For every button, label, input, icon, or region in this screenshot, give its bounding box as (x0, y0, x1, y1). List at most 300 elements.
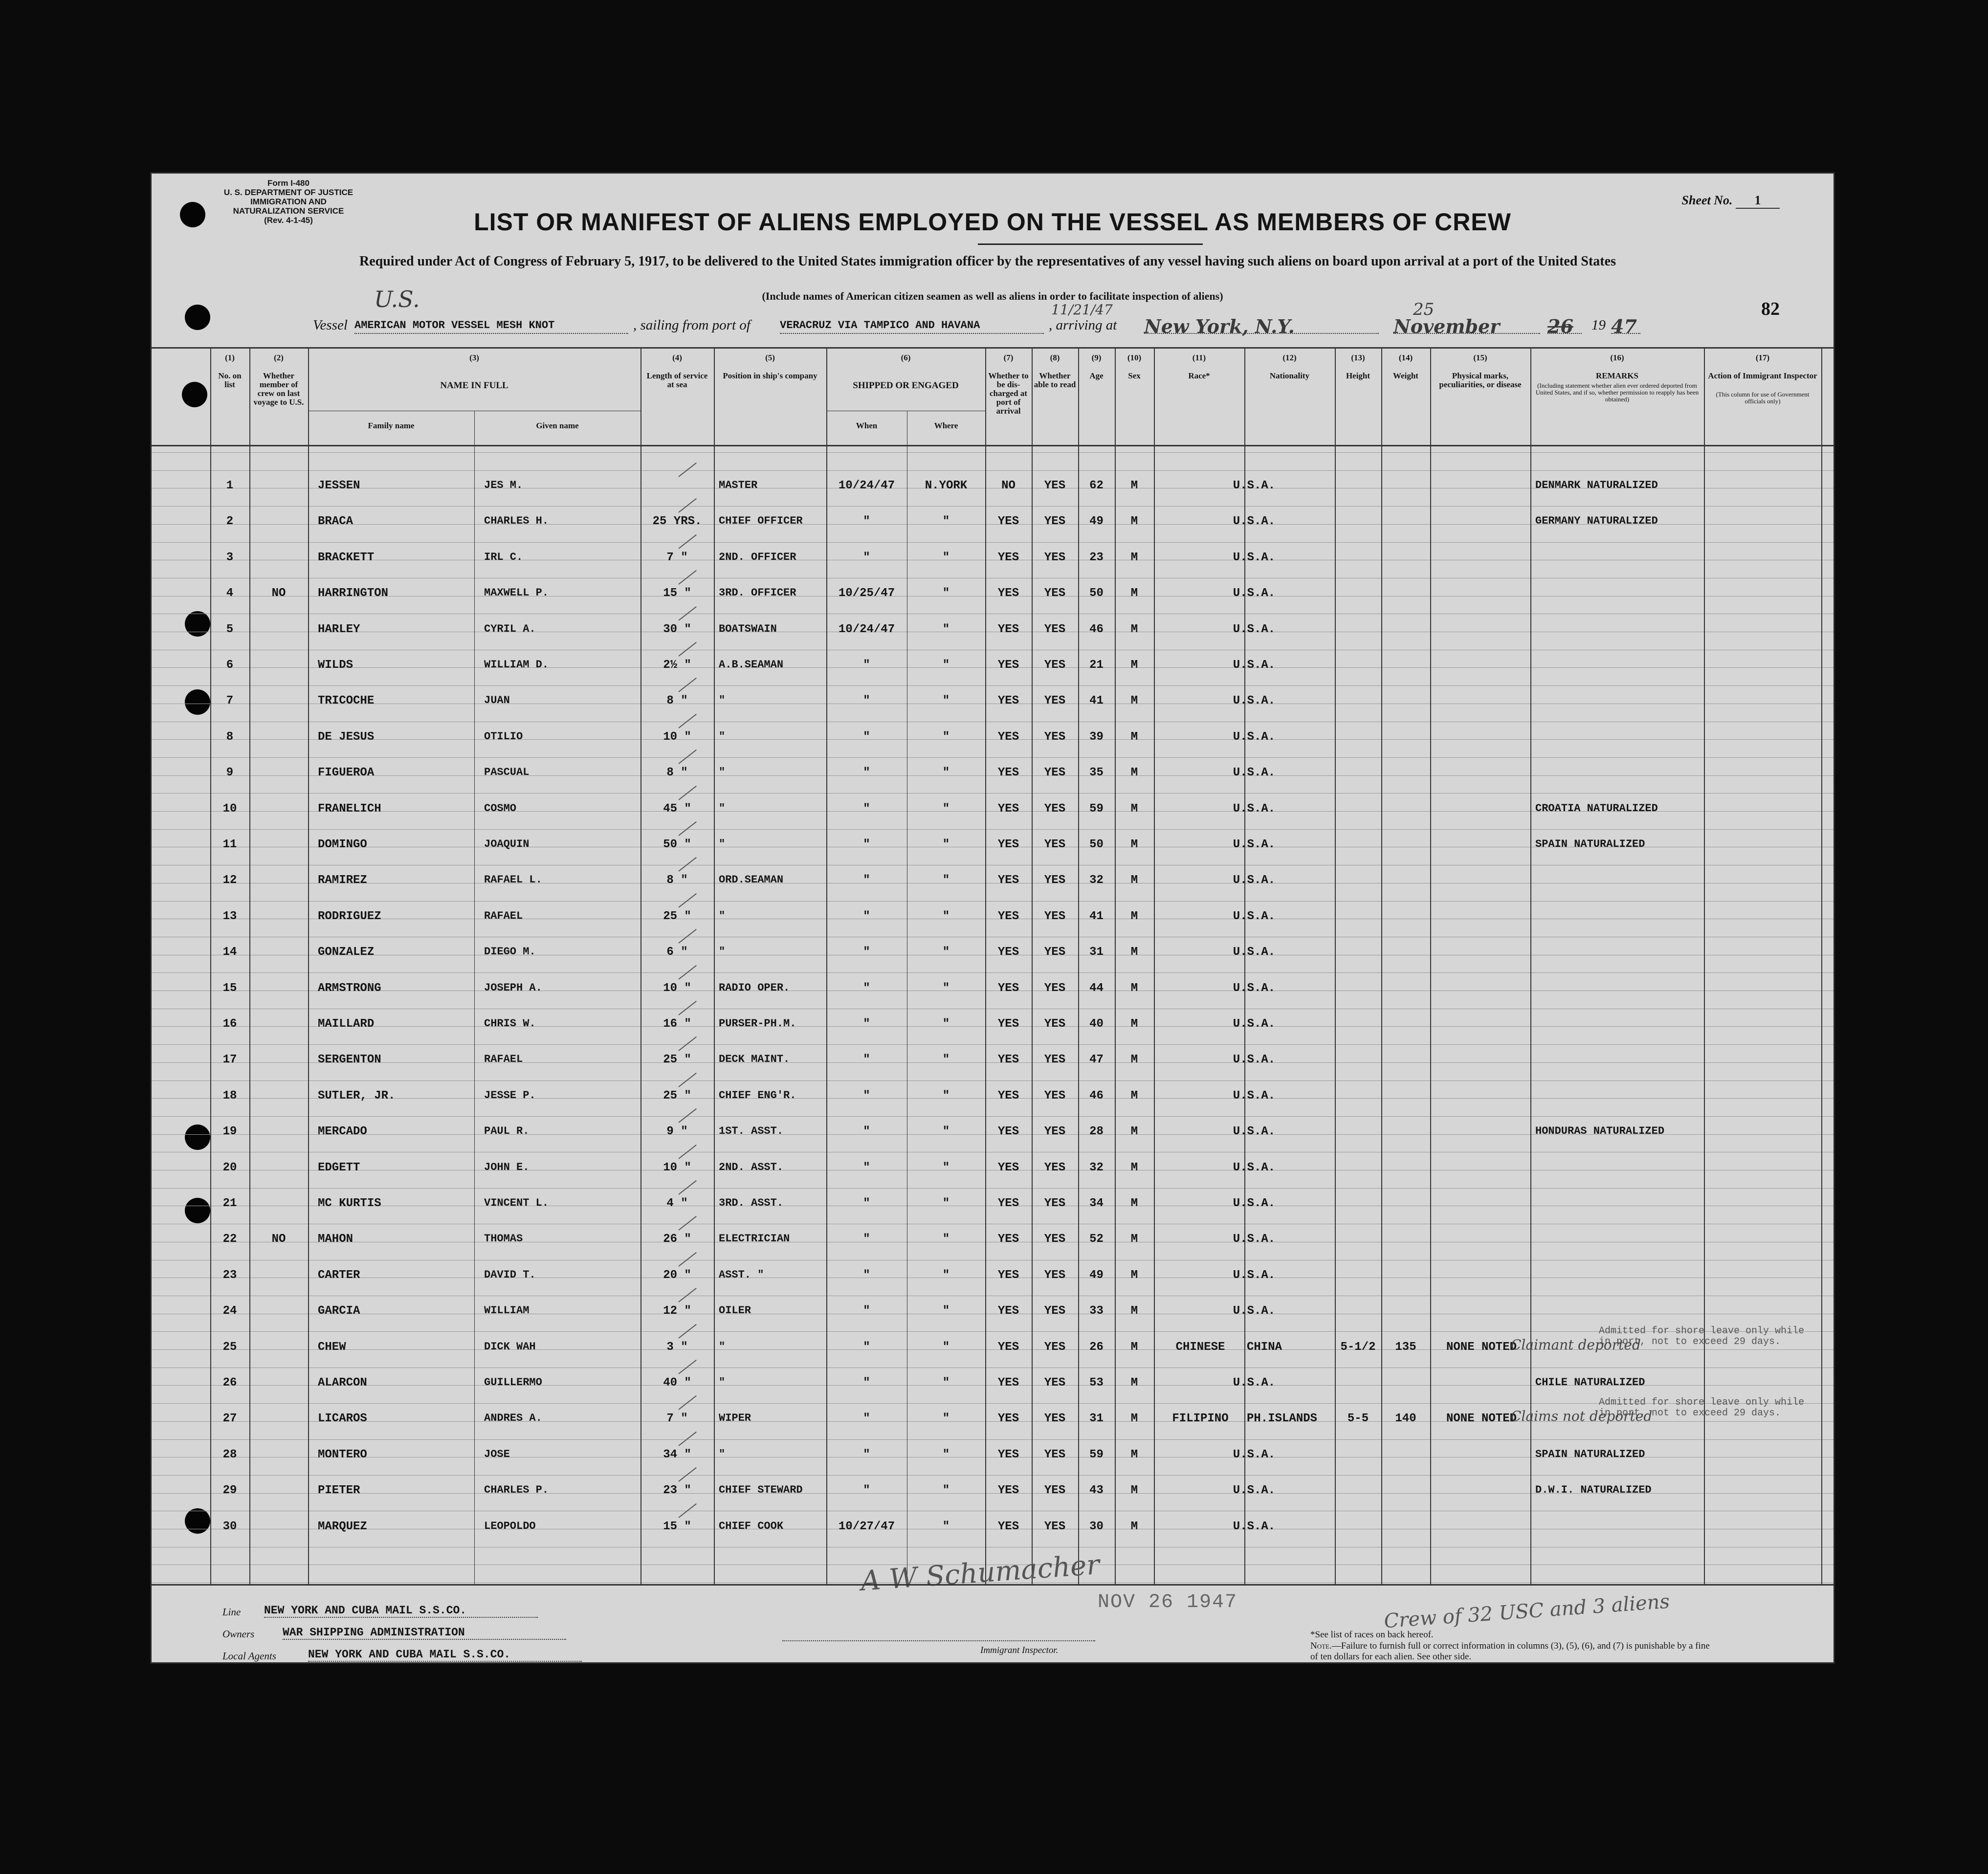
cell-no: 17 (222, 1053, 237, 1067)
cell-nationality: U.S.A. (1233, 766, 1276, 780)
cell-discharged: YES (997, 1484, 1019, 1498)
cell-position: RADIO OPER. (719, 981, 790, 994)
column-header: Whether member of crew on last voyage to U.S. (253, 371, 304, 407)
cell-discharged: YES (997, 1340, 1019, 1354)
column-header: Race* (1188, 371, 1210, 380)
cell-when: 10/24/47 (838, 622, 895, 636)
column-subheader: Where (934, 421, 958, 430)
cell-sex: M (1130, 730, 1138, 744)
arrival-day: 26 (1547, 315, 1582, 334)
cell-no: 6 (226, 659, 234, 672)
cell-given: PASCUAL (484, 766, 530, 779)
agents-label: Local Agents (222, 1650, 276, 1662)
column-divider (1381, 347, 1382, 1584)
cell-no: 9 (226, 766, 234, 780)
cell-age: 40 (1089, 1017, 1104, 1031)
cell-service: 34 " (663, 1448, 691, 1461)
cell-given: DIEGO M. (484, 946, 536, 958)
cell-sex: M (1130, 622, 1138, 636)
cell-read: YES (1044, 1125, 1066, 1139)
cell-age: 34 (1089, 1197, 1104, 1210)
cell-age: 50 (1089, 587, 1104, 600)
cell-service: 7 " (666, 1412, 688, 1426)
cell-where: " (942, 1268, 950, 1282)
column-header: Length of service at sea (646, 371, 708, 389)
cell-service: 9 " (666, 1125, 688, 1139)
arriving-label: , arriving at (1049, 317, 1117, 333)
cell-height: 5-5 (1347, 1412, 1369, 1426)
cell-where: " (942, 730, 950, 744)
arrival-year: 47 (1611, 315, 1640, 334)
cell-service: 26 " (663, 1233, 691, 1246)
cell-sex: M (1130, 1304, 1138, 1318)
cell-family: MONTERO (318, 1448, 367, 1461)
inspector-label: Immigrant Inspector. (980, 1645, 1059, 1655)
cell-where: " (942, 766, 950, 780)
cell-where: " (942, 1089, 950, 1102)
cell-age: 41 (1089, 909, 1104, 923)
sailing-label: , sailing from port of (633, 317, 751, 333)
cell-age: 46 (1089, 1089, 1104, 1102)
cell-nationality: U.S.A. (1233, 479, 1276, 492)
cell-nationality: U.S.A. (1233, 1268, 1276, 1282)
cell-age: 35 (1089, 766, 1104, 780)
cell-remarks: SPAIN NATURALIZED (1535, 838, 1645, 850)
cell-discharged: YES (997, 1089, 1019, 1102)
column-header: Age (1089, 371, 1104, 380)
cell-nationality: U.S.A. (1233, 1233, 1276, 1246)
cell-given: OTILIO (484, 730, 523, 743)
cell-given: ANDRES A. (484, 1412, 542, 1425)
cell-where: " (942, 1376, 950, 1389)
cell-nationality: U.S.A. (1233, 1017, 1276, 1031)
cell-read: YES (1044, 1304, 1066, 1318)
ruled-line (152, 1403, 1833, 1404)
cell-position: " (719, 838, 726, 850)
cell-given: GUILLERMO (484, 1376, 542, 1389)
cell-where: " (942, 1233, 950, 1246)
cell-discharged: YES (997, 587, 1019, 600)
cell-sex: M (1130, 1233, 1138, 1246)
cell-discharged: YES (997, 874, 1019, 887)
crew-count-note: Crew of 32 USC and 3 aliens (1383, 1590, 1671, 1633)
cell-service: 40 " (663, 1376, 691, 1389)
column-header: Weight (1393, 371, 1418, 380)
cell-given: JOSE (484, 1448, 510, 1460)
column-number: (2) (274, 353, 284, 362)
cell-service: 50 " (663, 838, 691, 851)
cell-family: MAHON (318, 1233, 353, 1246)
form-department: U. S. DEPARTMENT OF JUSTICE (223, 188, 353, 197)
cell-service: 15 " (663, 587, 691, 600)
form-revision: (Rev. 4-1-45) (264, 216, 313, 225)
cell-age: 59 (1089, 1448, 1104, 1461)
cell-service: 4 " (666, 1197, 688, 1210)
cell-where: " (942, 946, 950, 959)
cell-read: YES (1044, 1268, 1066, 1282)
cell-age: 21 (1089, 659, 1104, 672)
column-divider (985, 347, 986, 1584)
cell-nationality: U.S.A. (1233, 1448, 1276, 1461)
cell-position: " (719, 766, 726, 779)
cell-age: 62 (1089, 479, 1104, 492)
agents-value: NEW YORK AND CUBA MAIL S.S.CO. (308, 1648, 582, 1662)
column-header: Whether able to read (1034, 371, 1076, 389)
cell-family: EDGETT (318, 1161, 360, 1174)
cell-discharged: YES (997, 1412, 1019, 1426)
cell-family: HARLEY (318, 622, 360, 636)
signature: A W Schumacher (860, 1549, 1101, 1597)
cell-position: PURSER-PH.M. (719, 1017, 796, 1030)
cell-given: MAXWELL P. (484, 587, 549, 599)
cell-sex: M (1130, 946, 1138, 959)
cell-read: YES (1044, 1233, 1066, 1246)
cell-sex: M (1130, 1448, 1138, 1461)
column-divider (1335, 347, 1336, 1584)
column-subheader: When (856, 421, 878, 430)
cell-nationality: U.S.A. (1233, 1125, 1276, 1139)
cell-read: YES (1044, 1053, 1066, 1067)
cell-sex: M (1130, 1197, 1138, 1210)
cell-remarks: GERMANY NATURALIZED (1535, 515, 1658, 528)
column-header: REMARKS (1596, 371, 1638, 380)
cell-sex: M (1130, 659, 1138, 672)
inspector-handwritten-note: Claimant deported (1511, 1336, 1641, 1353)
cell-no: 5 (226, 622, 234, 636)
cell-sex: M (1130, 874, 1138, 887)
cell-sex: M (1130, 981, 1138, 995)
cell-read: YES (1044, 1412, 1066, 1426)
cell-family: CHEW (318, 1340, 346, 1354)
cell-when: " (863, 946, 870, 959)
cell-where: " (942, 1520, 950, 1533)
cell-given: PAUL R. (484, 1125, 530, 1138)
cell-read: YES (1044, 874, 1066, 887)
cell-discharged: YES (997, 1233, 1019, 1246)
column-number: (12) (1282, 353, 1297, 362)
vessel-name: AMERICAN MOTOR VESSEL MESH KNOT (354, 315, 628, 334)
cell-service: 10 " (663, 1161, 691, 1174)
form-number: Form I-480 (267, 178, 309, 188)
cell-no: 10 (222, 802, 237, 816)
cell-age: 44 (1089, 981, 1104, 995)
column-subheader: Given name (536, 421, 579, 430)
cell-family: ARMSTRONG (318, 981, 381, 995)
cell-where: " (942, 659, 950, 672)
cell-no: 22 (222, 1233, 237, 1246)
table-header (152, 347, 1833, 445)
cell-read: YES (1044, 659, 1066, 672)
cell-position: BOATSWAIN (719, 622, 777, 635)
cell-sex: M (1130, 1484, 1138, 1498)
cell-when: " (863, 1304, 870, 1318)
cell-age: 30 (1089, 1520, 1104, 1533)
cell-sex: M (1130, 587, 1138, 600)
cell-given: WILLIAM D. (484, 659, 549, 671)
cell-where: " (942, 1448, 950, 1461)
cell-position: " (719, 694, 726, 707)
cell-read: YES (1044, 1197, 1066, 1210)
cell-where: " (942, 838, 950, 851)
cell-marks: NONE NOTED (1446, 1412, 1517, 1426)
cell-when: " (863, 1412, 870, 1426)
cell-service: 2½ " (663, 659, 691, 672)
cell-when: 10/27/47 (838, 1520, 895, 1533)
cell-nationality: U.S.A. (1233, 909, 1276, 923)
column-number: (15) (1473, 353, 1487, 362)
cell-service: 8 " (666, 766, 688, 780)
cell-discharged: YES (997, 1161, 1019, 1174)
cell-sex: M (1130, 1340, 1138, 1354)
cell-family: GONZALEZ (318, 946, 375, 959)
cell-height: 5-1/2 (1340, 1340, 1376, 1354)
cell-no: 28 (222, 1448, 237, 1461)
cell-no: 3 (226, 551, 234, 564)
cell-discharged: YES (997, 981, 1019, 995)
column-divider (1078, 347, 1079, 1584)
cell-position: " (719, 730, 726, 743)
sheet-number-label: Sheet No. (1681, 193, 1733, 207)
ruled-line (152, 470, 1833, 471)
inspector-stamp-note: Admitted for shore leave only while in port, not to exceed 29 days. (1599, 1325, 1805, 1347)
cell-service: 8 " (666, 694, 688, 708)
cell-read: YES (1044, 981, 1066, 995)
penalty-note-text: —Failure to furnish full or correct information in columns (3), (5), (6), and (7) is punishable by a fine of ten dollars for each alien. See other side. (1310, 1641, 1710, 1662)
cell-marks: NONE NOTED (1446, 1340, 1517, 1354)
cell-nationality: U.S.A. (1233, 1161, 1276, 1174)
cell-position: DECK MAINT. (719, 1053, 790, 1066)
cell-family: MC KURTIS (318, 1197, 381, 1210)
manifest-sheet (152, 174, 1833, 1662)
cell-read: YES (1044, 838, 1066, 851)
cell-family: WILDS (318, 659, 353, 672)
column-number: (7) (1003, 353, 1014, 362)
year-prefix: 19 (1591, 317, 1606, 333)
column-header: Sex (1128, 371, 1141, 380)
cell-where: N.YORK (925, 479, 968, 492)
cell-family: LICAROS (318, 1412, 367, 1426)
cell-given: RAFAEL (484, 909, 523, 922)
cell-where: " (942, 1161, 950, 1174)
cell-when: " (863, 1376, 870, 1389)
form-service: IMMIGRATION AND NATURALIZATION SERVICE (233, 197, 344, 216)
cell-where: " (942, 622, 950, 636)
cell-no: 16 (222, 1017, 237, 1031)
cell-when: " (863, 1017, 870, 1031)
cell-service: 10 " (663, 981, 691, 995)
date-stamp: NOV 26 1947 (1098, 1591, 1238, 1613)
cell-no: 11 (222, 838, 237, 851)
cell-nationality: U.S.A. (1233, 730, 1276, 744)
cell-family: PIETER (318, 1484, 360, 1498)
title-rule (978, 243, 1203, 245)
cell-position: 2ND. OFFICER (719, 551, 796, 563)
cell-service: 25 " (663, 909, 691, 923)
cell-when: " (863, 1340, 870, 1354)
cell-age: 31 (1089, 1412, 1104, 1426)
cell-nationality: U.S.A. (1233, 694, 1276, 708)
cell-nationality: PH.ISLANDS (1247, 1412, 1318, 1426)
cell-no: 29 (222, 1484, 237, 1498)
cell-family: RODRIGUEZ (318, 909, 381, 923)
cell-sex: M (1130, 694, 1138, 708)
cell-when: " (863, 1125, 870, 1139)
column-header-note: (This column for use of Government officials only) (1716, 391, 1810, 405)
cell-sex: M (1130, 909, 1138, 923)
cell-given: JES M. (484, 479, 523, 491)
cell-when: " (863, 1448, 870, 1461)
cell-family: FIGUEROA (318, 766, 375, 780)
cell-discharged: YES (997, 730, 1019, 744)
cell-crew: NO (271, 587, 286, 600)
cell-service: 30 " (663, 622, 691, 636)
cell-read: YES (1044, 1484, 1066, 1498)
cell-given: IRL C. (484, 551, 523, 563)
cell-where: " (942, 802, 950, 816)
cell-when: " (863, 838, 870, 851)
cell-where: " (942, 1412, 950, 1426)
column-number: (13) (1351, 353, 1365, 362)
cell-no: 24 (222, 1304, 237, 1318)
inspector-signature-line (782, 1640, 1095, 1641)
cell-no: 13 (222, 909, 237, 923)
cell-service: 25 " (663, 1053, 691, 1067)
cell-service: 45 " (663, 802, 691, 816)
table-body (152, 445, 1833, 1584)
cell-nationality: U.S.A. (1233, 874, 1276, 887)
cell-no: 21 (222, 1197, 237, 1210)
cell-sex: M (1130, 1412, 1138, 1426)
ruled-line (152, 901, 1833, 902)
cell-service: 6 " (666, 946, 688, 959)
page-number: 82 (1761, 299, 1780, 319)
cell-read: YES (1044, 730, 1066, 744)
cell-read: YES (1044, 479, 1066, 492)
cell-discharged: YES (997, 802, 1019, 816)
penalty-note-label: Note. (1310, 1641, 1332, 1651)
cell-remarks: CROATIA NATURALIZED (1535, 802, 1658, 815)
cell-sex: M (1130, 802, 1138, 816)
cell-no: 7 (226, 694, 234, 708)
column-number: (1) (225, 353, 235, 362)
cell-where: " (942, 551, 950, 564)
cell-read: YES (1044, 551, 1066, 564)
cell-nationality: U.S.A. (1233, 551, 1276, 564)
cell-given: WILLIAM (484, 1304, 530, 1317)
cell-discharged: YES (997, 515, 1019, 529)
cell-read: YES (1044, 1520, 1066, 1533)
cell-where: " (942, 694, 950, 708)
cell-family: CARTER (318, 1268, 360, 1282)
cell-where: " (942, 1053, 950, 1067)
cell-service: 25 YRS. (652, 515, 702, 529)
cell-nationality: U.S.A. (1233, 1089, 1276, 1102)
cell-position: " (719, 1376, 726, 1389)
cell-age: 49 (1089, 515, 1104, 529)
inspector-stamp-note: Admitted for shore leave only while in port, not to exceed 29 days. (1599, 1397, 1805, 1419)
owners-value: WAR SHIPPING ADMINISTRATION (283, 1626, 566, 1640)
cell-service: 20 " (663, 1268, 691, 1282)
cell-read: YES (1044, 515, 1066, 529)
cell-where: " (942, 1197, 950, 1210)
hand-note-us: U.S. (374, 286, 420, 312)
cell-family: BRACKETT (318, 551, 375, 564)
cell-where: " (942, 587, 950, 600)
cell-sex: M (1130, 1125, 1138, 1139)
cell-discharged: YES (997, 659, 1019, 672)
penalty-note (1310, 1641, 1711, 1662)
cell-discharged: YES (997, 1448, 1019, 1461)
cell-discharged: YES (997, 1197, 1019, 1210)
cell-race: CHINESE (1175, 1340, 1225, 1354)
cell-family: MAILLARD (318, 1017, 375, 1031)
cell-age: 59 (1089, 802, 1104, 816)
cell-family: ALARCON (318, 1376, 367, 1389)
cell-age: 46 (1089, 622, 1104, 636)
ruled-line (152, 1080, 1833, 1081)
include-statement: (Include names of American citizen seamen as well as aliens in order to facilitate inspection of aliens) (762, 290, 1223, 302)
cell-when: " (863, 766, 870, 780)
cell-nationality: U.S.A. (1233, 1376, 1276, 1389)
cell-when: " (863, 1089, 870, 1102)
cell-sex: M (1130, 1376, 1138, 1389)
required-statement: Required under Act of Congress of February 5, 1917, to be delivered to the United States immigration officer by the representatives of any vessel having such aliens on board upon arrival at a port of the United States (359, 254, 1616, 269)
cell-given: CHRIS W. (484, 1017, 536, 1030)
cell-given: RAFAEL L. (484, 874, 542, 886)
cell-nationality: U.S.A. (1233, 622, 1276, 636)
column-header: No. on list (218, 371, 242, 389)
cell-service: 12 " (663, 1304, 691, 1318)
cell-no: 23 (222, 1268, 237, 1282)
cell-age: 32 (1089, 874, 1104, 887)
cell-discharged: YES (997, 838, 1019, 851)
cell-age: 43 (1089, 1484, 1104, 1498)
column-divider (1530, 347, 1531, 1584)
cell-discharged: YES (997, 766, 1019, 780)
column-header: SHIPPED OR ENGAGED (853, 380, 959, 391)
cell-when: 10/24/47 (838, 479, 895, 492)
column-header: Nationality (1269, 371, 1310, 380)
arriving-port: New York, N.Y. (1144, 315, 1379, 334)
cell-no: 12 (222, 874, 237, 887)
hand-note-day: 25 (1413, 300, 1435, 319)
column-subheader: Family name (368, 421, 415, 430)
column-number: (3) (469, 353, 479, 362)
cell-given: JOSEPH A. (484, 981, 542, 994)
column-divider (474, 411, 475, 1584)
ruled-line (152, 1475, 1833, 1476)
line-value: NEW YORK AND CUBA MAIL S.S.CO. (264, 1604, 538, 1618)
document-title: LIST OR MANIFEST OF ALIENS EMPLOYED ON THE VESSEL AS MEMBERS OF CREW (474, 208, 1511, 236)
cell-age: 50 (1089, 838, 1104, 851)
cell-given: DAVID T. (484, 1268, 536, 1281)
cell-given: JESSE P. (484, 1089, 536, 1102)
cell-family: MARQUEZ (318, 1520, 367, 1533)
cell-family: DOMINGO (318, 838, 367, 851)
ruled-line (152, 757, 1833, 758)
cell-read: YES (1044, 1017, 1066, 1031)
cell-read: YES (1044, 802, 1066, 816)
cell-where: " (942, 1304, 950, 1318)
cell-where: " (942, 1340, 950, 1354)
column-divider (249, 347, 250, 1584)
column-divider (1430, 347, 1431, 1584)
column-number: (16) (1610, 353, 1624, 362)
column-divider (1115, 347, 1116, 1584)
cell-read: YES (1044, 766, 1066, 780)
owners-label: Owners (222, 1628, 255, 1640)
cell-no: 26 (222, 1376, 237, 1389)
